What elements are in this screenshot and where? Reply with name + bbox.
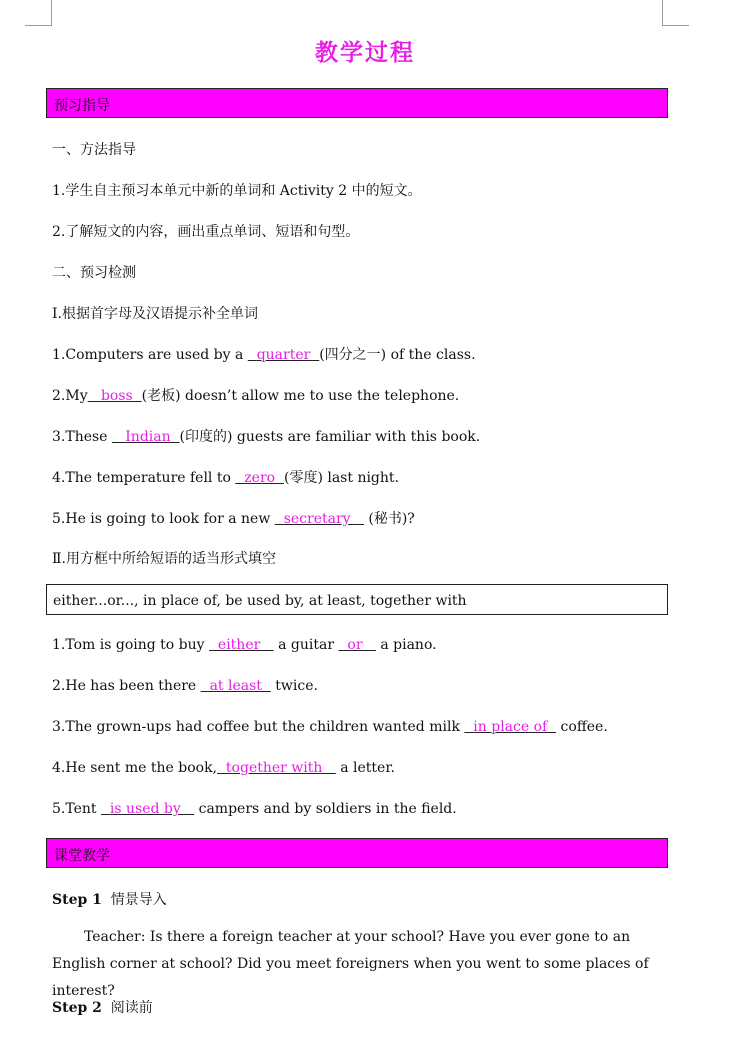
- exercise-item: 2.He has been there at least twice.: [52, 678, 318, 694]
- phrase-box: [46, 584, 668, 615]
- exercise-item: 4.The temperature fell to zero (零度) last night.: [52, 470, 399, 486]
- answer: or: [347, 637, 363, 653]
- answer: is used by: [109, 801, 181, 817]
- exercise-item: 1.Computers are used by a quarter (四分之一) of the class.: [52, 347, 476, 363]
- exercise-item: 4.He sent me the book, together with a letter.: [52, 760, 395, 776]
- exercise-heading: Ⅰ.根据首字母及汉语提示补全单词: [52, 306, 258, 322]
- exercise-item: 2.My boss (老板) doesn’t allow me to use the telephone.: [52, 388, 460, 404]
- phrase-list: either...or..., in place of, be used by, at least, together with: [53, 593, 467, 609]
- exercise-heading: Ⅱ.用方框中所给短语的适当形式填空: [52, 551, 276, 567]
- answer: either: [217, 637, 261, 653]
- answer: zero: [244, 470, 276, 486]
- method-item: 1.学生自主预习本单元中新的单词和 Activity 2 中的短文。: [52, 183, 422, 199]
- method-item: 2.了解短文的内容，画出重点单词、短语和句型。: [52, 224, 360, 240]
- section-heading: 预习指导: [54, 98, 110, 114]
- crop-mark-right: [662, 0, 689, 26]
- page-title: 教学过程: [315, 39, 415, 66]
- exercise-item: 5.Tent is used by campers and by soldiers in the field.: [52, 801, 457, 817]
- crop-mark-left: [25, 0, 52, 26]
- answer: quarter: [256, 347, 311, 363]
- answer: Indian: [125, 429, 171, 445]
- answer: in place of: [473, 719, 548, 735]
- step-heading: Step 2 阅读前: [52, 1000, 153, 1016]
- exercise-item: 1.Tom is going to buy either a guitar or a piano.: [52, 637, 437, 653]
- answer: together with: [225, 760, 323, 776]
- part-heading: 二、预习检测: [52, 265, 136, 281]
- step-paragraph: Teacher: Is there a foreign teacher at your school? Have you ever gone to an English corner at school? Did you meet foreigners when you went to some places of interest?: [52, 929, 649, 999]
- answer: boss: [100, 388, 133, 404]
- answer: at least: [209, 678, 262, 694]
- exercise-item: 3.The grown-ups had coffee but the children wanted milk in place of coffee.: [52, 719, 608, 735]
- exercise-item: 5.He is going to look for a new secretary (秘书)?: [52, 511, 415, 527]
- answer: secretary: [283, 511, 351, 527]
- section-band-classroom: [46, 838, 668, 868]
- section-heading: 课堂教学: [54, 848, 110, 864]
- step-heading: Step 1 情景导入: [52, 892, 167, 908]
- section-band-preview: [46, 88, 668, 118]
- exercise-item: 3.These Indian (印度的) guests are familiar with this book.: [52, 429, 481, 445]
- part-heading: 一、方法指导: [52, 142, 136, 158]
